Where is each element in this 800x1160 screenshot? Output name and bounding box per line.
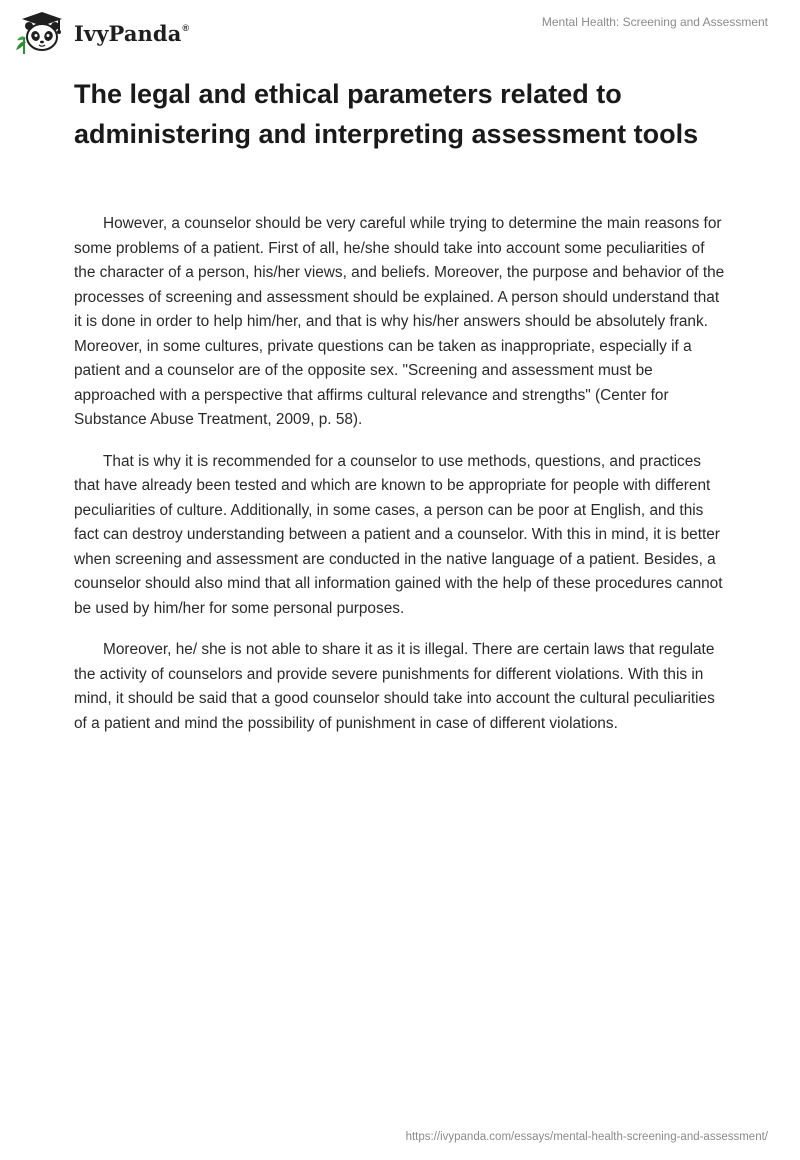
paragraph: Moreover, he/ she is not able to share it as it is illegal. There are certain laws that regulate the activity of counselors and provide severe punishments for different violations. With this in mind, it should be said that a good counselor should take into account the cultural peculiarities of a patient and mind the possibility of punishment in case of different violations.: [74, 641, 715, 732]
document-topic: Mental Health: Screening and Assessment: [541, 15, 768, 29]
panda-graduate-logo-icon: [14, 10, 66, 54]
registered-mark: ®: [182, 22, 190, 33]
page-title: The legal and ethical parameters related to administering and interpreting assessment tools: [74, 79, 699, 149]
brand-name: IvyPanda®: [74, 20, 190, 46]
paragraph: That is why it is recommended for a counselor to use methods, questions, and practices that have already been tested and which are known to be appropriate for people with different peculiarities of culture. Additionally, in some cases, a person can be poor at English, and this fact can destroy understanding between a patient and a counselor. With this in mind, it is better when screening and assessment are conducted in the native language of a patient. Besides, a counselor should also mind that all information gained with the help of these procedures cannot be used by him/her for some personal purposes.: [74, 452, 723, 617]
brand-logo[interactable]: [14, 10, 189, 54]
page-header: [0, 0, 800, 70]
paragraph: However, a counselor should be very careful while trying to determine the main reasons for some problems of a patient. First of all, he/she should take into account some peculiarities of the character of a person, his/her views, and beliefs. Moreover, the purpose and behavior of the processes of screening and assessment should be explained. A person should understand that it is done in order to help him/her, and that is why his/her answers should be absolutely frank. Moreover, in some cultures, private questions can be taken as inappropriate, especially if a patient and a counselor are of the opposite sex. "Screening and assessment must be approached with a perspective that affirms cultural relevance and strengths" (Center for Substance Abuse Treatment, 2009, p. 58).: [74, 215, 725, 428]
article-body: [74, 212, 730, 753]
source-url-link[interactable]: https://ivypanda.com/essays/mental-health-screening-and-assessment/: [405, 1131, 768, 1143]
